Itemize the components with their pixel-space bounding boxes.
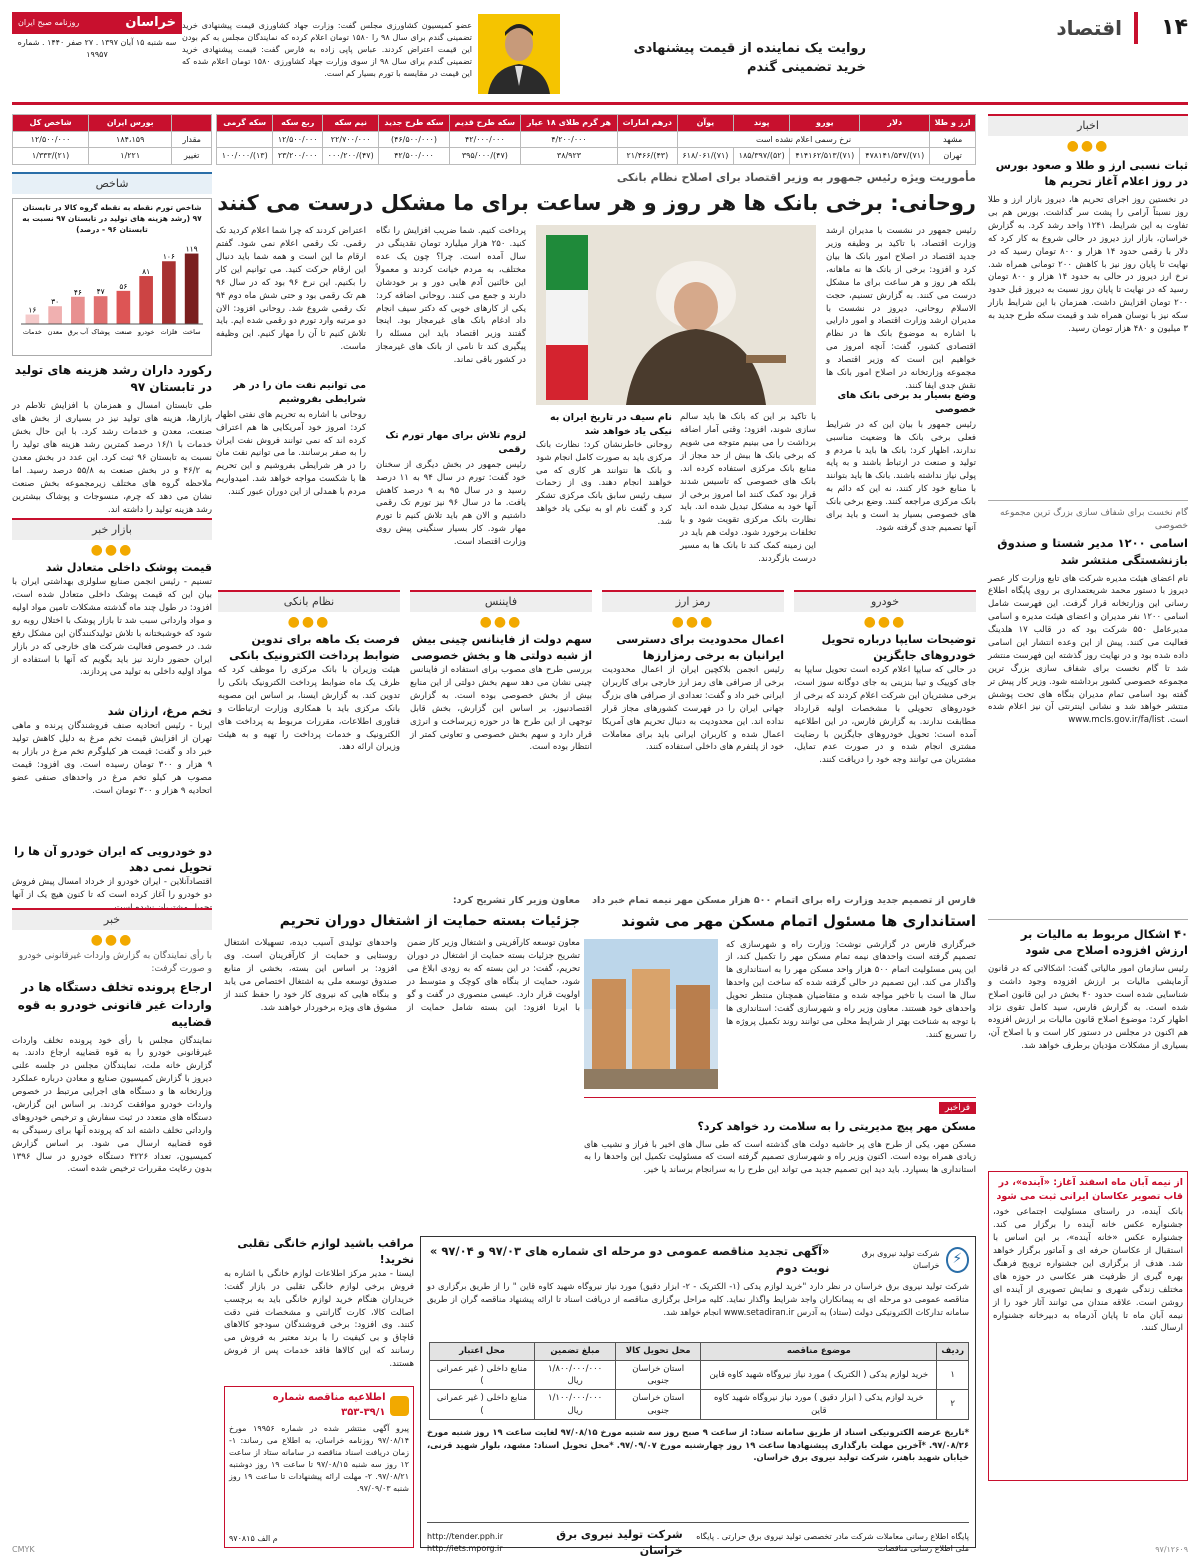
- n3-text: رئیس سازمان امور مالیاتی گفت: اشکالاتی که در قانون آزمایشی مالیات بر ارزش افزوده وجود داشت و شناسایی شده است حدود ۴۰ بخش در این قانون اصلاح شده است. به گزارش فارس، سید کامل تقوی نژاد اظهار کرد: موضوع اصلاح قانون مالیات بر ارزش افزوده هم اکنون در مجلس در دستور کار است و با اصلاح آن، بسیاری از مشکلات مؤدیان برطرف خواهد شد.: [988, 963, 1188, 1052]
- main-col1: رئیس جمهور در نشست با مدیران ارشد وزارت اقتصاد، با تاکید بر وظیفه وزیر جدید اقتصاد در اصلاح امور بانک ها بیان کرد و افزود: برخی از بانک ها نه ماهانه، بلکه هر روز و هر ساعت برای ما مشکل درست می کنند. به گزارش تسنیم، حجت الاسلام روحانی، دیروز در نشست با مدیران ارشد وزارت اقتصاد و امور دارایی با اشاره به موضوع بانک ها در نظام اقتصادی کشور، گفت: آنچه امروز می خواهیم این است که وزیر اقتصاد و مجموعه وزارتخانه در اصلاح امور بانک ها نقش جدی ایفا کنند.: [826, 226, 976, 391]
- ticker-row: [217, 148, 976, 165]
- news-column-title: اخبار: [988, 114, 1188, 136]
- tender-table: [429, 1342, 969, 1420]
- index-row: [13, 148, 212, 165]
- a2-title: اعمال محدودیت برای دسترسی ایرانیان به برخی رمزارزها: [616, 633, 784, 663]
- tender-header: محل اعتبار: [430, 1343, 535, 1360]
- company-logo-icon: [390, 1396, 409, 1416]
- ticker-cell: (۴۶/۵۰۰/۰۰۰): [379, 131, 449, 148]
- chart-title: شاخص تورم نقطه به نقطه گروه کالا در تابستان ۹۷ (رشد هزینه های تولید در تابستان ۹۷ نسبت به تابستان ۹۶ - درصد): [22, 202, 202, 234]
- chart-category-label: خدمات: [22, 327, 42, 336]
- khabar-kicker: با رأی نمایندگان به گزارش واردات غیرقانونی خودرو و صورت گرفت:: [18, 951, 212, 975]
- a4-text: هیئت وزیران با بانک مرکزی را موظف کرد که ظرف یک ماه ضوابط پرداخت الکترونیک بانکی را تدوین کند. به گزارش ایسنا، بر اساس این مصوبه بانک مرکزی باید با همکاری وزارت ارتباطات و فناوری اطلاعات، مقررات مربوط به پرداخت های الکترونیک و خدمات پرداخت را تهیه و به هیئت وزیران ارائه دهد.: [218, 665, 400, 753]
- ticker-header: ربع سکه: [273, 115, 323, 132]
- ticker-header: پوند: [734, 115, 790, 132]
- bazaar-column: [12, 518, 212, 898]
- tender-ad: [420, 1236, 976, 1557]
- tender-cell: استان خراسان جنوبی: [616, 1390, 701, 1420]
- housing-photo: [584, 939, 718, 1089]
- ticker-cell: تهران: [930, 148, 976, 165]
- article-car: [794, 590, 976, 874]
- a1-title: توضیحات سایپا درباره تحویل خودروهای جایگزین: [821, 633, 976, 663]
- dots-icon: ●●●: [287, 613, 331, 630]
- main-col4-sub: می توانیم نفت مان را در هر شرایطی بفروشیم: [233, 380, 366, 405]
- b2-title: تخم مرغ، ارزان شد: [107, 705, 212, 719]
- index-row: [13, 131, 212, 148]
- main-kicker: مأموریت ویژه رئیس جمهور به وزیر اقتصاد برای اصلاح نظام بانکی: [616, 171, 976, 184]
- a4-title: فرصت یک ماهه برای تدوین ضوابط پرداخت الکترونیک بانکی: [229, 633, 400, 663]
- tender-row: [430, 1390, 969, 1420]
- housing-title: استانداری ها مسئول اتمام مسکن مهر می شوند: [621, 911, 976, 930]
- housing-sub-title: مسکن مهر پیچ مدیریتی را به سلامت رد خواهد کرد؟: [697, 1119, 976, 1133]
- main-col4: اعتراض کردند که چرا شما اعلام کردید تک رقمی. تک رقمی اعلام نمی شود. گفتم ارقام ما این است و همه شما باید دنبال این ارقام حرکت کنید. می توانیم این کار را بکنیم. این نرخ ۹۶ بود که در سال ۹۶ هم تک رقمی بود و حتی شش ماه دوم ۹۴ تک رقمی شروع شد. روحانی افزود: الان دو مرتبه وارد تورم دو رقمی شده ایم. باید تلاش کنیم تا آن را مهار کنیم. این وظیفه ماست.: [216, 226, 366, 353]
- chart-value-label: ۱۶: [28, 305, 37, 315]
- main-col1-sub: وضع بسیار بد برخی بانک های خصوصی: [837, 390, 976, 415]
- dots-icon: ●●●: [671, 613, 715, 630]
- n2-title: اسامی ۱۲۰۰ مدیر شستا و صندوق بازنشستگی منتشر شد: [997, 536, 1188, 567]
- main-col4b: روحانی با اشاره به تحریم های نفتی اظهار کرد: امروز خود آمریکایی ها هم اعتراف کرده اند که نمی توانند فروش نفت ایران را به صفر برسانند. ما می توانیم نفت مان را در هر شرایطی بفروشیم و این تحریم ها با شکست مواجه خواهد شد. امیدواریم مردم با همدلی از این دوران عبور کنند.: [216, 409, 366, 498]
- tender-title: «آگهی تجدید مناقصه عمومی دو مرحله ای شماره های ۹۷/۰۳ و ۹۷/۰۴ » نوبت دوم: [429, 1244, 830, 1275]
- masthead-logo: خراسان: [125, 14, 176, 30]
- b3-text: اقتصادآنلاین - ایران خودرو از خرداد امسال پیش فروش دو خودرو را آغاز کرده است که تا کنون هیچ یک از آنها: [12, 876, 212, 900]
- main-title: روحانی: برخی بانک ها هر روز و هر ساعت برای ما مشکل درست می کنند: [217, 190, 976, 215]
- housing-text: خبرگزاری فارس در گزارشی نوشت: وزارت راه و شهرسازی که تصمیم گرفته است واحدهای نیمه تمام مسکن مهر را تکمیل کند، از این پس مسئولیت اتمام ۵۰۰ هزار واحد مسکن مهر را به استانداری ها واگذار می کند. این تصمیم در حالی گرفته شده که ساخت این واحدها سال ها است با تاخیر مواجه شده و متقاضیان همچنان منتظر تحویل واحدهای خود هستند. معاون وزیر راه و شهرسازی گفت: استانداری ها با توجه به شناخت بهتر از شرایط محلی می توانند روند تکمیل پروژه ها را تسریع کنند.: [726, 939, 976, 1040]
- khabar-column: [12, 908, 212, 1548]
- small-ad-text: پیرو آگهی منتشر شده در شماره ۱۹۹۵۶ مورخ ۹۷/۰۸/۱۴ روزنامه خراسان، به اطلاع می رساند: ۱- زمان دریافت اسناد مناقصه در سامانه ستاد از ساعت ۱۲ روز سه شنبه ۹۷/۰۸/۱۵ تا ساعت ۱۹ روز دوشنبه ۹۷/۰۸/۲۱. ۲- مهلت ارائه پیشنهادات تا ساعت ۱۹ روز شنبه ۹۷/۰۹/۰۳.: [229, 1424, 410, 1493]
- ticker-cell: (۷۱)/۴۷۸۱۴۱/۵۴۷: [860, 148, 930, 165]
- housing-sub-text: مسکن مهر، یکی از طرح های پر حاشیه دولت های گذشته است که طی سال های اخیر با فراز و نشیب های زیادی همراه بوده است. اکنون وزیر راه و شهرسازی تصمیم گرفته است که مسئولیت تکمیل این واحدها را به استانداری ها بسپارد. باید دید این تصمیم جدید می تواند این طرح را به سرانجام برساند یا خیر.: [584, 1139, 976, 1176]
- tender-footer-right: پایگاه اطلاع رسانی معاملات شرکت مادر تخصصی تولید نیروی برق حرارتی . پایگاه ملی اطلاع رسانی مناقصات: [696, 1532, 969, 1553]
- support-title: جزئیات بسته حمایت از اشتغال دوران تحریم: [279, 912, 580, 929]
- main-col3-sub: لزوم تلاش برای مهار تورم تک رقمی: [385, 430, 526, 455]
- support-kicker: معاون وزیر کار تشریح کرد:: [452, 895, 580, 906]
- tender-intro: شرکت تولید نیروی برق خراسان در نظر دارد "خرید لوازم یدکی (۱- الکتریک - ۲- ابزار دقیق) مورد نیاز نیروگاه شهید کاوه قاین " را از طریق برگزاری دو مناقصه عمومی دو مرحله ای به پیمانکاران واجد شرایط واگذار نماید. کلیه مراحل برگزاری مناقصه از دریافت اسناد تا ارائه پیشنهاد مناقصه گران از طریق سامانه تدارکات الکترونیکی دولت (ستاد) به آدرس www.setadiran.ir انجام خواهد شد.: [427, 1281, 970, 1317]
- color-bar: CMYK: [12, 1545, 35, 1555]
- ticker-header: نیم سکه: [323, 115, 379, 132]
- tender-header: محل تحویل کالا: [616, 1343, 701, 1360]
- chart-value-label: ۱۱۹: [185, 244, 198, 254]
- page-header: [12, 6, 1188, 98]
- bar-chart: [17, 236, 207, 346]
- n4-title: از نیمه آبان ماه اسفند آغاز: «آینده»، در قاب تصویر عکاسان ایرانی ثبت می شود: [996, 1176, 1183, 1202]
- ticker-header: سکه طرح قدیم: [449, 115, 520, 132]
- tender-row: [430, 1360, 969, 1390]
- tender-cell: ۱/۱۰۰/۰۰۰/۰۰۰ ریال: [535, 1390, 616, 1420]
- index-headline: رکورد داران رشد هزینه های تولید در تابستان ۹۷: [14, 362, 212, 394]
- power-logo-icon: ⚡: [946, 1247, 969, 1273]
- ticker-row: [217, 131, 976, 148]
- small-ad-title: اطلاعیه مناقصه شماره ۳۹/۱-۳۵۳: [272, 1392, 386, 1418]
- n4-box: [988, 1171, 1188, 1482]
- main-col2-sub: نام سیف در تاریخ ایران به نیکی یاد خواهد شد: [550, 412, 672, 437]
- b3-title: دو خودرویی که ایران خودرو آن ها را تحویل نمی دهد: [14, 845, 212, 875]
- chart-category-label: فلزات: [160, 327, 178, 336]
- index-text: طی تابستان امسال و همزمان با افزایش تلاطم در بازارها، هزینه های تولید نیز در بسیاری از بخش های صنعت، معدن و خدمات رشد کرد. با این حال بخش خدمات با ۱۶/۱ درصد کمترین رشد هزینه های تولید را نسبت به تابستان ۹۶ ثبت کرد. این عدد در بخش معدن به ۴۶/۲ و در بخش صنعت به ۵۵/۸ درصد رسید. اما ملاحظه گروه های مختلف زیرمجموعه بخش صنعت نشان می دهد که چرم، منسوجات و پوشاک بیشترین رشد هزینه تولید را داشته اند.: [12, 401, 213, 515]
- chart-value-label: ۵۶: [119, 281, 128, 291]
- a3-title: سهم دولت از فاینانس چینی بیش از شبه دولتی ها و بخش خصوصی: [411, 633, 592, 663]
- article-crypto: [602, 590, 784, 874]
- chart-value-label: ۳۰: [51, 296, 60, 306]
- ticker-cell: (۷۱)/۴۱۴۱۶۲/۵۱۳: [790, 148, 860, 165]
- dots-icon: ●●●: [863, 613, 907, 630]
- chart-bar: [139, 276, 153, 324]
- tender-cell: ۱/۸۰۰/۰۰۰/۰۰۰ ریال: [535, 1360, 616, 1390]
- ticker-cell: (۴۷)/۰۰۰/۲۰۰: [323, 148, 379, 165]
- support-story: [224, 894, 580, 1218]
- news-column: [988, 114, 1188, 1554]
- bazaar-title: بازار خبر: [12, 518, 212, 540]
- main-col3b: رئیس جمهور در بخش دیگری از سخنان خود گفت: تورم در سال ۹۴ به ۱۱ درصد رسید و در سال ۹۵ به ۹ درصد کاهش یافت. ما در سال ۹۶ نیز تورم تک رقمی داشتیم و الان هم باید تلاش کنیم تا تورم مهار شود. کار بسیار سنگینی پیش روی وزارت اقتصاد است.: [376, 459, 526, 548]
- reporter-photo: [478, 14, 560, 94]
- chart-bar: [117, 290, 131, 323]
- index-cell: ۱۲/۵۰۰/۰۰۰: [13, 131, 89, 148]
- ticker-cell: ۱۲/۵۰۰/۰۰۰: [273, 131, 323, 148]
- tab-car: خودرو: [794, 590, 976, 612]
- tender-cell: خرید لوازم یدکی ( الکتریک ) مورد نیاز نیروگاه شهید کاوه قاین: [701, 1360, 937, 1390]
- lead-title-1: روایت یک نماینده از قیمت پیشنهادی: [633, 41, 866, 56]
- ticker-cell: (۴۷)/۳۹۵/۰۰۰: [449, 148, 520, 165]
- n4-text: بانک آینده، در راستای مسئولیت اجتماعی خود، جشنواره عکس خانه آینده را برگزار می کند. جشنواره عکس «خانه آینده»، بر این اساس با استقبال از عکاسان حرفه ای و آماتور برگزار خواهد شد. هدف از برگزاری این جشنواره ترویج فرهنگ بهره گیری از ظرفیت هنر عکاسی در حوزه های مختلف زندگی شهری و نمایش تصویری از آینده ای روشن است. علاقه مندان می توانند آثار خود را از نیمه آبان ماه تا پایان آذرماه به دبیرخانه جشنواره ارسال کنند.: [993, 1207, 1183, 1334]
- chart-bar: [185, 253, 199, 323]
- ticker-cell: ۴۲/۰۰۰/۰۰۰: [449, 131, 520, 148]
- ticker-header: دلار: [860, 115, 930, 132]
- dots-icon: ●●●: [90, 541, 134, 558]
- tender-cell: منابع داخلی ( غیر عمرانی ): [430, 1360, 535, 1390]
- ticker-header: یورو: [790, 115, 860, 132]
- chart-category-label: معدن: [47, 327, 63, 336]
- ticker-cell: ۲۳/۲۰۰/۰۰۰: [273, 148, 323, 165]
- ticker-header: ارز و طلا: [930, 115, 976, 132]
- small-ad-code: م الف ۹۷۰۸۱۵: [229, 1534, 278, 1543]
- support-text: معاون توسعه کارآفرینی و اشتغال وزیر کار ضمن تشریح جزئیات بسته حمایت از اشتغال در دوران تحریم، گفت: در این بسته که به زودی ابلاغ می شود، حمایت از بنگاه های کوچک و متوسط در اولویت قرار دارد. عیسی منصوری در گفت و گو با ایرنا افزود: این بسته شامل حمایت از واحدهای تولیدی آسیب دیده، تسهیلات اشتغال روستایی و حمایت از کارآفرینان است. وی افزود: بر اساس این بسته، بخشی از منابع صندوق توسعه ملی به اشتغال اختصاص می یابد و بنگاه هایی که نیروی کار خود را حفظ کنند از مشوق های ویژه برخوردار خواهند شد.: [224, 938, 580, 1013]
- index-header: بورس ایران: [89, 115, 172, 132]
- footer-ref: ۹۷/۱۲۶۰۹: [1155, 1545, 1188, 1555]
- ticker-cell: نرخ رسمی اعلام نشده است: [677, 131, 930, 148]
- chart-bar: [26, 314, 40, 323]
- main-col3: پرداخت کنیم. شما ضریب افزایش را نگاه کنید. ۲۵۰ هزار میلیارد تومان نقدینگی در سال آمده است. چرا؟ چون یک عده مختلف، به مردم خیانت کردند و معمولاً این خائنین آدم هایی دور و بر خودشان دارند و جمع می کنند. روحانی اضافه کرد: یکی از کارهای خوبی که دکتر سیف انجام داد ادغام بانک های غیرمجاز بود. اینجا گفتند وزیر اقتصاد باید این مسئله را پیگیری کند تا نامی از بانک های غیرمجاز در کشور باقی نماند.: [376, 226, 526, 366]
- masthead: [12, 12, 182, 59]
- tender-dates: *تاریخ عرضه الکترونیکی اسناد از طریق سامانه ستاد: از ساعت ۹ صبح روز سه شنبه مورخ ۹۷/۰۸/۱۵ لغایت ساعت ۱۹ روز شنبه مورخ ۹۷/۰۸/۲۶. *آخرین مهلت بارگذاری پیشنهادها ساعت ۱۹ روز چهارشنبه مورخ ۹۷/۰۹/۰۷. *محل تحویل اسناد: مشهد، بلوار شهید قرنی، خیابان شهید باهنر، شرکت تولید نیروی برق خراسان.: [427, 1426, 970, 1463]
- n1-text: در نخستین روز اجرای تحریم ها، دیروز بازار ارز و طلا روز نسبتاً آرامی را پشت سر گذاشت. بورس هم بی تفاوت به این شرایط، ۱۲۴۱ واحد رشد کرد. به گزارش خراسان، بازار ارز دیروز در حالی شروع به کار کرد که دلار با رقمی حدود ۱۴ هزار و ۸۰۰ تومان رسید که در نهایت تا پایان روز نیز با کاهش ۲۰۰ تومانی همراه شد. نرخ ارز دیروز در حالی به حدود ۱۴ هزار و ۸۰۰ تومان رسید که در نهایت تا پایان روز نسبت به دیروز قبل حدود ۲۰۰ تومان افزایش داشت. همزمان با این شرایط بازار سکه نیز با نوسان همراه شد و قیمت سکه طرح جدید به ۳ میلیون و ۴۸۰ هزار تومان رسید.: [988, 195, 1188, 335]
- ticker-header: سکه گرمی: [217, 115, 273, 132]
- housing-kicker: فارس از تصمیم جدید وزارت راه برای اتمام ۵۰۰ هزار مسکن مهر نیمه تمام خبر داد: [592, 895, 976, 906]
- ticker-header: هر گرم طلای ۱۸ عیار: [521, 115, 618, 132]
- main-story: [216, 170, 976, 578]
- lead-text: عضو کمیسیون کشاورزی مجلس گفت: وزارت جهاد کشاورزی قیمت پیشنهادی خرید تضمینی گندم برای سال ۹۸ را ۱۵۸۰ تومان اعلام کرده که نمایندگان مجلس به کم بودن این قیمت اعتراض کردند. عباس پاپی زاده به فارس گفت: قیمت پیشنهادی خرید تضمینی گندم برای سال ۹۸ از سوی وزارت جهاد کشاورزی ۱۵۸۰ تومان اعلام شده که این قیمت در مقایسه با تورم بسیار کم است.: [182, 21, 472, 78]
- chart-category-label: پوشاک: [91, 327, 110, 336]
- index-header: شاخص کل: [13, 115, 89, 132]
- president-photo: [536, 225, 816, 405]
- ticker-cell: ۴۲/۵۰۰/۰۰۰: [379, 148, 449, 165]
- index-header: [172, 115, 212, 132]
- chart-category-label: آب برق: [67, 327, 89, 336]
- small-ad: [224, 1386, 414, 1548]
- index-cell: تغییر: [172, 148, 212, 165]
- chart-value-label: ۴۶: [73, 287, 82, 297]
- tender-cell: منابع داخلی ( غیر عمرانی ): [430, 1390, 535, 1420]
- ticker-cell: [217, 131, 273, 148]
- khabar-headline: ارجاع پرونده تخلف دستگاه ها در واردات غیر قانونی خودرو به قوه قضاییه: [17, 980, 212, 1030]
- article-banking: [218, 590, 400, 874]
- chart-value-label: ۴۷: [96, 286, 105, 296]
- tab-banking: نظام بانکی: [218, 590, 400, 612]
- ticker-header: سکه طرح جدید: [379, 115, 449, 132]
- lead-title-2: خرید تضمینی گندم: [747, 59, 866, 75]
- currency-ticker: [216, 114, 976, 165]
- page-number: ۱۴: [1161, 15, 1188, 40]
- chart-value-label: ۱۰۶: [162, 251, 175, 261]
- khabar-title: خبر: [12, 908, 212, 930]
- chart-category-label: خودرو: [137, 327, 155, 336]
- ticker-cell: مشهد: [930, 131, 976, 148]
- tender-issuer: شرکت تولید نیروی برق خراسان: [861, 1249, 940, 1270]
- tab-crypto: رمز ارز: [602, 590, 784, 612]
- chart-bar: [162, 261, 176, 324]
- khabar-text: نمایندگان مجلس با رأی خود پرونده تخلف واردات غیرقانونی خودرو را به قوه قضاییه ارجاع دادند. به گزارش خانه ملت، نمایندگان مجلس در جلسه علنی دیروز با گزارش کمیسیون صنایع و معادن درباره عملکرد وزارتخانه ها و دستگاه های اجرایی مرتبط در خصوص واردات خودرو موافقت کردند. بر اساس این گزارش، دستگاه های متعدد در ثبت سفارش و ترخیص خودروهای وارداتی تخلف داشته اند که پرونده آنها برای رسیدگی به قوه قضاییه ارسال می شود. بر اساس گزارش کمیسیون، تعداد ۴۲۲۶ دستگاه خودرو در سال ۱۳۹۶ بدون رعایت مقررات ترخیص شده است.: [12, 1035, 212, 1175]
- tender-cell: ۲: [937, 1390, 969, 1420]
- b1-title: قیمت پوشک داخلی متعادل شد: [45, 561, 212, 575]
- tender-cell: استان خراسان جنوبی: [616, 1360, 701, 1390]
- tender-cell: ۱: [937, 1360, 969, 1390]
- index-cell: ۱۸۴،۱۵۹: [89, 131, 172, 148]
- mid-articles: [216, 590, 976, 886]
- beware-story: [224, 1236, 414, 1376]
- ticker-header: درهم امارات: [617, 115, 677, 132]
- ticker-cell: (۴۳)/۲۱/۴۶۶: [617, 148, 677, 165]
- tender-footer-issuer: شرکت تولید نیروی برق خراسان: [556, 1527, 683, 1557]
- a1-text: در حالی که سایپا اعلام کرده است تحویل سایپا به جای کوییک و تیبا بنزینی به جای دوگانه سوز است، برخی مشتریان این شرکت اعلام کردند که برخی از خودروهای تحویلی با مشخصات اولیه قرارداد مطابقت ندارند. به گزارش فارس، در این اطلاعیه آمده است: تحویل خودروهای جایگزین با رضایت مشتری انجام شده و در صورت عدم تمایل، مشتریان می توانند وجه خود را دریافت کنند.: [794, 665, 976, 766]
- main-col1b: رئیس جمهور با بیان این که در شرایط فعلی برخی بانک ها وضعیت مناسبی ندارند، اظهار کرد: بانک ها باید با مردم و تولید و صنعت در ارتباط باشند و به پایه پولی نیاز نداشته باشند. بانک ها باید بتوانند با منابع خود کار کنند، نه این که دائم به بانک مرکزی مراجعه کنند. وضع برخی بانک های خصوصی بسیار بد است و باید برای آنها تصمیم جدی گرفته شود.: [826, 419, 976, 533]
- n1-title: ثبات نسبی ارز و طلا و صعود بورس در روز اعلام آغاز تحریم ها: [995, 159, 1188, 189]
- ticker-header: یوآن: [677, 115, 733, 132]
- chart-category-label: صنعت: [114, 327, 132, 336]
- tender-cell: خرید لوازم یدکی ( ابزار دقیق ) مورد نیاز نیروگاه شهید کاوه قاین: [701, 1390, 937, 1420]
- housing-story: [584, 894, 976, 1218]
- tender-header: موضوع مناقصه: [701, 1343, 937, 1360]
- a2-text: رئیس انجمن بلاکچین ایران از اعمال محدودیت برخی از صرافی های رمز ارز خارجی برای کاربران ایرانی خبر داد و گفت: تعدادی از صرافی های بزرگ جهانی ایران را در فهرست کشورهای مجاز قرار نداده اند. این محدودیت به دنبال تحریم های آمریکا اعمال شده و کاربران ایرانی باید برای معاملات خود از پلتفرم های داخلی استفاده کنند.: [602, 665, 784, 753]
- index-box-title: شاخص: [12, 172, 212, 194]
- n2-kicker: گام نخست برای شفاف سازی بزرگ ترین مجموعه خصوصی: [999, 508, 1188, 532]
- beware-text: ایسنا - مدیر مرکز اطلاعات لوازم خانگی با اشاره به فروش برخی لوازم خانگی تقلبی در بازار گفت: خریداران هنگام خرید لوازم خانگی باید به برچسب اصالت کالا، کارت گارانتی و مشخصات فنی دقت کنند. وی افزود: برخی فروشندگان سودجو کالاهای قاچاق و بی کیفیت را با برند معتبر به فروش می رسانند که این کالاها فاقد خدمات پس از فروش هستند.: [224, 1268, 414, 1370]
- n2-text: نام اعضای هیئت مدیره شرکت های تابع وزارت کار عصر دیروز با دستور محمد شریعتمداری بر روی پایگاه اطلاع رسانی این وزارتخانه قرار گرفت. این فهرست شامل اسامی ۱۲۰۰ نفر مدیران و اعضای هیئت مدیره و اسامی مدیرعامل ۵۵۰ شرکت بود که در قالب ۱۷ هلدینگ فعالیت می کنند. پیش از این وعده انتشار این اسامی داده شده بود و در نهایت روز گذشته این فهرست منتشر شد تا گام نخست برای شفاف سازی بزرگ ترین مجموعه خصوصی کشور برداشته شود. وزیر کار پیش تر گفته بود اسامی تمام مدیران بنگاه های تحت پوشش منتشر خواهد شد و نشانی اینترنتی آن نیز اعلام شده است. www.mcls.gov.ir/fa/list: [988, 573, 1189, 726]
- dots-icon: ●●●: [90, 931, 134, 948]
- index-ticker: [12, 114, 212, 165]
- dateline: سه شنبه ۱۵ آبان ۱۳۹۷ . ۲۷ صفر ۱۴۴۰ . شماره ۱۹۹۵۷: [17, 38, 177, 59]
- section-title: اقتصاد: [1056, 16, 1122, 40]
- index-cell: ۱/۲۲۱: [89, 148, 172, 165]
- main-col2: با تاکید بر این که بانک ها باید سالم سازی شوند، افزود: وقتی آمار اضافه برداشت را می بینیم متوجه می شویم که برخی بانک ها بیش از حد مجاز از منابع بانک مرکزی استفاده کرده اند. بانک های خصوصی که تاسیس شدند قرار بود کمک کنند اما امروز برخی از آنها خود به مشکل تبدیل شده اند. باید نظارت بانک مرکزی تقویت شود و با تخلفات برخورد شود. دولت هم باید در این زمینه کمک کند تا بانک ها به مسیر درست بازگردند.: [680, 412, 816, 565]
- chart-category-label: ساخت: [182, 327, 201, 336]
- ticker-cell: [617, 131, 677, 148]
- ticker-cell: ۲۲/۷۰۰/۰۰۰: [323, 131, 379, 148]
- b2-text: ایرنا - رئیس اتحادیه صنف فروشندگان پرنده و ماهی تهران از افزایش قیمت تخم مرغ به دلیل کاهش تولید خبر داد و گفت: قیمت هر کیلوگرم تخم مرغ در بازار به ۹ هزار و ۳۰۰ تومان رسیده است. وی افزود: قیمت مصوب هر کیلو تخم مرغ در واحدهای صنفی عضو اتحادیه ۹ هزار و ۳۰۰ تومان است.: [12, 721, 212, 796]
- chart-bar: [48, 306, 62, 324]
- dots-icon: ●●●: [1066, 137, 1110, 154]
- chart-value-label: ۸۱: [142, 266, 151, 276]
- index-cell: (۲۱)/۱/۳۳۳: [13, 148, 89, 165]
- tender-footer-links[interactable]: http://tender.pph.ir http://iets.mporg.ir: [427, 1532, 504, 1553]
- article-finance: [410, 590, 592, 874]
- beware-title: مراقب باشید لوازم خانگی تقلبی نخرید!: [237, 1237, 414, 1266]
- tab-finance: فایننس: [410, 590, 592, 612]
- main-col2b: روحانی خاطرنشان کرد: نظارت بانک مرکزی باید به صورت کامل انجام شود و بانک ها نتوانند هر کاری که می خواهند انجام دهند. وی از زحمات سیف رئیس سابق بانک مرکزی تشکر کرد و گفت نام او به نیکی یاد خواهد شد.: [536, 439, 672, 528]
- ticker-cell: (۷۱)/۶۱۸/۰۶۱: [677, 148, 733, 165]
- chart-bar: [71, 296, 85, 323]
- n3-title: ۴۰ اشکال مربوط به مالیات بر ارزش افزوده اصلاح می شود: [1020, 926, 1188, 958]
- ticker-cell: ۴/۲۰۰/۰۰۰: [521, 131, 618, 148]
- chart-bar: [94, 296, 108, 324]
- ticker-cell: ۳۸/۹۲۳: [521, 148, 618, 165]
- b1-text: تسنیم - رئیس انجمن صنایع سلولزی بهداشتی ایران با بیان این که قیمت پوشک داخلی متعادل شده است، افزود: در طول چند ماه گذشته مشکلات تامین مواد اولیه و مواد وارداتی سبب شد تا بازار پوشک با اختلال روبه رو شود که خوشبختانه با تلاش تولیدکنندگان این مشکل رفع شد. در خصوص فعالیت شرکت های خارجی که در بازار ایران حضور دارند نیز باید بگویم که آنها با استفاده از مواد اولیه داخلی به تولید می پردازند.: [12, 577, 212, 678]
- a3-text: بررسی طرح های مصوب برای استفاده از فاینانس چینی نشان می دهد سهم بخش دولتی از این منابع بیش از بخش خصوصی بوده است. به گزارش اقتصادنیوز، بر اساس این گزارش، بخش قابل توجهی از این طرح ها در حوزه زیرساخت و انرژی قرار دارد و سهم بخش خصوصی و تعاونی کمتر از انتظار بوده است.: [410, 665, 592, 753]
- index-cell: مقدار: [172, 131, 212, 148]
- ticker-cell: (۱۳)/۱۰۰/۰۰۰: [217, 148, 273, 165]
- tender-header: مبلغ تضمین: [535, 1343, 616, 1360]
- masthead-sub: روزنامه صبح ایران: [18, 18, 80, 28]
- tender-header: ردیف: [937, 1343, 969, 1360]
- ticker-cell: (۵۲)/۱۸۵/۳۹۷: [734, 148, 790, 165]
- index-box: [12, 172, 213, 515]
- faraKhabar-tag: فراخبر: [939, 1102, 976, 1114]
- dots-icon: ●●●: [479, 613, 523, 630]
